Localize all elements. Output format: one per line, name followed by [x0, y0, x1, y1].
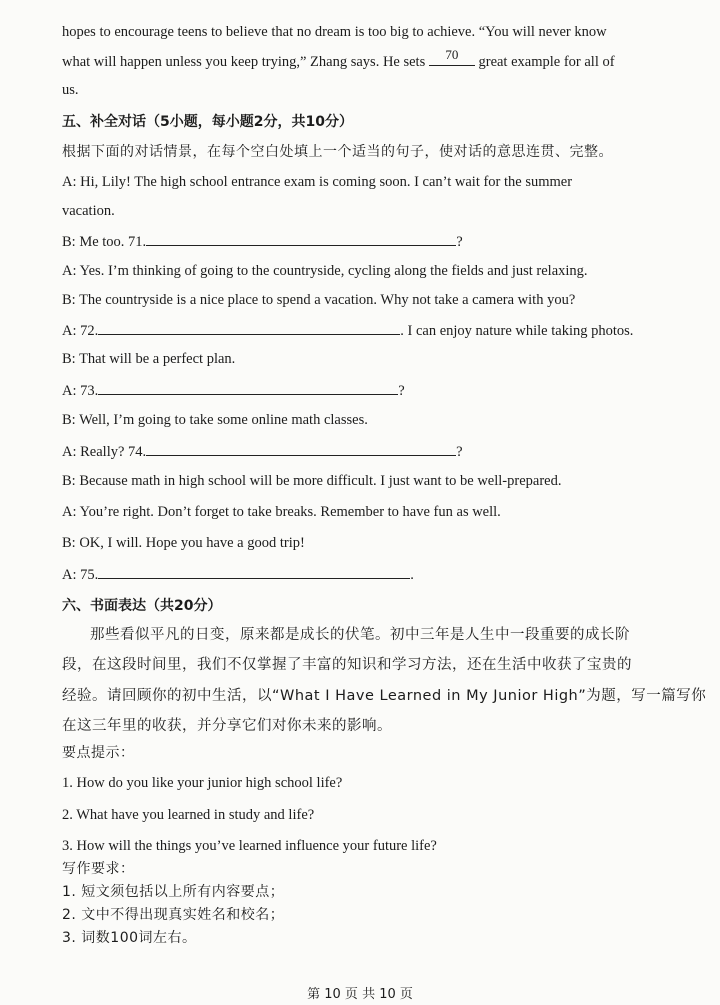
- speaker-label: A:: [62, 567, 77, 583]
- dialogue-text: OK, I will. Hope you have a good trip!: [79, 535, 305, 551]
- speaker-label: B:: [62, 351, 76, 367]
- dialogue-line: [62, 261, 676, 281]
- speaker-label: B:: [62, 234, 76, 250]
- dialogue-text: 73.: [80, 383, 99, 399]
- dialogue-line: [62, 471, 676, 491]
- dialogue-text: Really? 74.: [80, 444, 147, 460]
- dialogue-line: [62, 320, 676, 341]
- dialogue-text: 75.: [80, 567, 99, 583]
- essay-prompt-line: 在这三年里的收获，并分享它们对你未来的影响。: [62, 718, 392, 734]
- dialogue-end: . I can enjoy nature while taking photos.: [400, 323, 634, 339]
- dialogue-line: [62, 533, 676, 553]
- dialogue-text: Because math in high school will be more difficult. I just want to be well-prepared.: [79, 473, 562, 489]
- blank-70[interactable]: [429, 47, 475, 66]
- passage-line-3: us.: [62, 82, 79, 98]
- speaker-label: A:: [62, 174, 77, 190]
- speaker-label: A:: [62, 444, 77, 460]
- speaker-label: B:: [62, 473, 76, 489]
- dialogue-line: [62, 172, 676, 192]
- section-5-instruction: 根据下面的对话情景，在每个空白处填上一个适当的句子，使对话的意思连贯、完整。: [62, 144, 613, 160]
- passage-line-2-start: what will happen unless you keep trying,” Zhang says. He sets: [62, 54, 426, 70]
- dialogue-text: You’re right. Don’t forget to take breaks. Remember to have fun as well.: [79, 504, 501, 520]
- hints-title: 要点提示：: [62, 745, 135, 761]
- dialogue-text: 72.: [80, 323, 99, 339]
- speaker-label: B:: [62, 292, 76, 308]
- blank-74[interactable]: [146, 441, 456, 456]
- dialogue-text: Well, I’m going to take some online math classes.: [79, 412, 368, 428]
- blank-72[interactable]: [98, 320, 400, 335]
- passage-line-1: hopes to encourage teens to believe that no dream is too big to achieve. “You will never know: [62, 24, 607, 40]
- dialogue-end: ?: [456, 234, 463, 250]
- section-6-title: 六、书面表达（共20分）: [62, 598, 222, 614]
- speaker-label: A:: [62, 383, 77, 399]
- dialogue-line: [62, 231, 676, 252]
- section-5-title: 五、补全对话（5小题，每小题2分，共10分）: [62, 114, 353, 130]
- requirements-title: 写作要求：: [62, 861, 135, 877]
- dialogue-text: vacation.: [62, 203, 115, 219]
- blank-71[interactable]: [146, 231, 456, 246]
- dialogue-end: .: [410, 567, 414, 583]
- dialogue-end: ?: [456, 444, 463, 460]
- dialogue-text: That will be a perfect plan.: [79, 351, 236, 367]
- dialogue-line: [62, 502, 676, 522]
- dialogue-line: [62, 349, 676, 369]
- dialogue-text: Hi, Lily! The high school entrance exam is coming soon. I can’t wait for the summer: [80, 174, 573, 190]
- dialogue-line: [62, 380, 676, 401]
- dialogue-end: ?: [398, 383, 405, 399]
- dialogue-line: [62, 201, 676, 221]
- hint-item: 3. How will the things you’ve learned influence your future life?: [62, 838, 437, 854]
- requirement-item: 3. 词数100词左右。: [62, 930, 197, 946]
- dialogue-line: [62, 441, 676, 462]
- speaker-label: A:: [62, 323, 77, 339]
- essay-prompt-line: 那些看似平凡的日变，原来都是成长的伏笔。初中三年是人生中一段重要的成长阶: [90, 627, 630, 643]
- passage-line-2: [62, 47, 676, 72]
- dialogue-text: The countryside is a nice place to spend a vacation. Why not take a camera with you?: [79, 292, 576, 308]
- hint-item: 1. How do you like your junior high school life?: [62, 775, 343, 791]
- speaker-label: B:: [62, 412, 76, 428]
- hint-item: 2. What have you learned in study and life?: [62, 807, 315, 823]
- speaker-label: B:: [62, 535, 76, 551]
- speaker-label: A:: [62, 263, 77, 279]
- dialogue-line: [62, 564, 676, 585]
- passage-line-2-end: great example for all of: [478, 54, 615, 70]
- blank-73[interactable]: [98, 380, 398, 395]
- essay-prompt-line: 段，在这段时间里，我们不仅掌握了丰富的知识和学习方法，还在生活中收获了宝贵的: [62, 657, 632, 673]
- requirement-item: 1. 短文须包括以上所有内容要点；: [62, 884, 285, 900]
- answer-70: 70: [445, 47, 459, 62]
- dialogue-line: [62, 290, 676, 310]
- dialogue-text: Yes. I’m thinking of going to the countryside, cycling along the fields and just relaxing.: [79, 263, 588, 279]
- dialogue-text: Me too. 71.: [79, 234, 147, 250]
- blank-75[interactable]: [98, 564, 410, 579]
- dialogue-line: [62, 410, 676, 430]
- speaker-label: A:: [62, 504, 77, 520]
- requirement-item: 2. 文中不得出现真实姓名和校名；: [62, 907, 285, 923]
- essay-prompt-line: 经验。请回顾你的初中生活，以“What I Have Learned in My Junior High”为题，写一篇写你: [62, 688, 707, 704]
- page-footer: 第 10 页 共 10 页: [307, 987, 413, 1002]
